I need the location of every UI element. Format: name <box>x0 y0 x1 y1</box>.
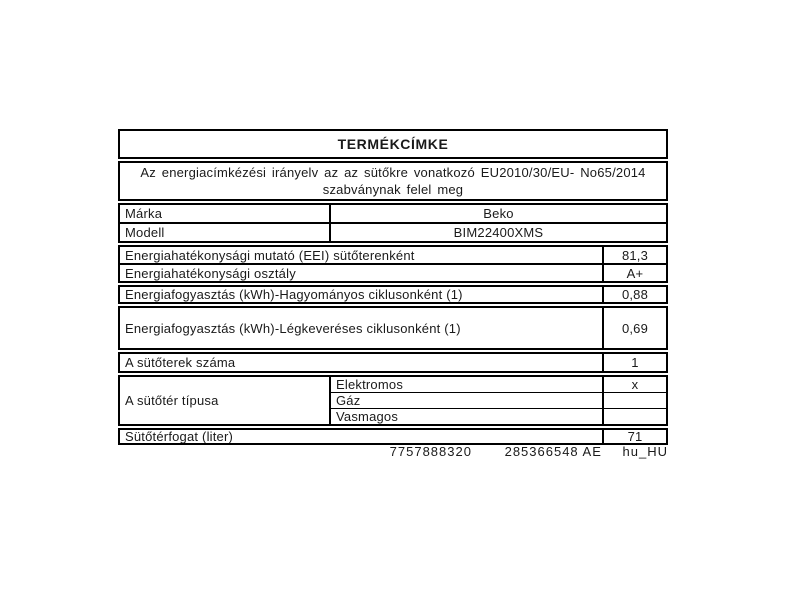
class-label-cell <box>120 265 602 281</box>
cavity-count-label-cell <box>120 354 602 371</box>
conventional-label-cell <box>120 287 602 302</box>
brand-value: Beko <box>483 206 514 221</box>
efficiency-box <box>118 245 668 283</box>
electric-label-cell <box>331 377 602 392</box>
model-label: Modell <box>125 225 165 240</box>
cavity-type-label-cell <box>120 377 331 424</box>
brand-model-box <box>118 203 668 243</box>
model-value-cell <box>331 224 666 241</box>
electric-value: x <box>631 377 639 392</box>
conventional-consumption-box <box>118 285 668 304</box>
footer-code-1: 7757888320 <box>389 444 472 459</box>
cavity-count-label: A sütőterek száma <box>125 355 236 370</box>
page-title: TERMÉKCÍMKE <box>337 136 449 152</box>
fan-label-cell <box>120 308 602 348</box>
table-row-brand <box>120 205 666 222</box>
brand-label: Márka <box>125 206 163 221</box>
table-row-cavity-count <box>120 354 666 371</box>
electric-value-cell <box>602 377 666 392</box>
directive-statement-line2: szabványnak felel meg <box>322 182 464 197</box>
volume-label: Sütőtérfogat (liter) <box>125 430 234 443</box>
brand-value-cell <box>331 205 666 222</box>
volume-label-cell <box>120 430 602 443</box>
ironcore-label: Vasmagos <box>336 409 399 424</box>
gas-label-cell <box>331 393 602 408</box>
volume-value-cell <box>602 430 666 443</box>
model-label-cell <box>120 224 331 241</box>
brand-label-cell <box>120 205 331 222</box>
gas-value-cell <box>602 393 666 408</box>
footer-codes <box>118 444 668 459</box>
footer-code-2: 285366548 AE <box>504 444 602 459</box>
cavity-type-options <box>331 377 666 424</box>
conventional-value-cell <box>602 287 666 302</box>
gas-label: Gáz <box>336 393 361 408</box>
conventional-value: 0,88 <box>621 287 649 302</box>
cavity-type-label: A sütőtér típusa <box>125 393 219 408</box>
table-row-eei <box>120 247 666 263</box>
cavity-count-value-cell <box>602 354 666 371</box>
cavity-count-value: 1 <box>631 355 639 370</box>
eei-value: 81,3 <box>621 247 649 263</box>
volume-value: 71 <box>627 430 643 443</box>
product-label-table <box>118 129 668 447</box>
table-row-gas <box>331 392 666 408</box>
ironcore-label-cell <box>331 409 602 424</box>
fan-label: Energiafogyasztás (kWh)-Légkeveréses ciklusonként (1) <box>125 320 461 336</box>
cavity-type-box <box>118 375 668 426</box>
ironcore-value-cell <box>602 409 666 424</box>
eei-label: Energiahatékonysági mutató (EEI) sütőterenként <box>125 247 415 263</box>
directive-statement-box <box>118 161 668 201</box>
table-row-volume <box>120 430 666 443</box>
electric-label: Elektromos <box>336 377 404 392</box>
table-row-conventional <box>120 287 666 302</box>
table-row-fan <box>120 308 666 348</box>
model-value: BIM22400XMS <box>453 225 544 240</box>
conventional-label: Energiafogyasztás (kWh)-Hagyományos ciklusonként (1) <box>125 287 463 302</box>
volume-box <box>118 428 668 445</box>
fan-value-cell <box>602 308 666 348</box>
eei-label-cell <box>120 247 602 263</box>
footer-locale: hu_HU <box>622 444 668 459</box>
table-row-class <box>120 263 666 281</box>
cavity-count-box <box>118 352 668 373</box>
fan-consumption-box <box>118 306 668 350</box>
class-label: Energiahatékonysági osztály <box>125 265 296 281</box>
class-value-cell <box>602 265 666 281</box>
directive-statement-line1: Az energiacímkézési irányelv az az sütőkre vonatkozó EU2010/30/EU- No65/2014 <box>140 165 646 180</box>
fan-value: 0,69 <box>621 320 649 336</box>
table-row-model <box>120 222 666 241</box>
class-value: A+ <box>626 265 644 281</box>
table-row-ironcore <box>331 408 666 424</box>
table-row-electric <box>331 377 666 392</box>
eei-value-cell <box>602 247 666 263</box>
label-title-box <box>118 129 668 159</box>
